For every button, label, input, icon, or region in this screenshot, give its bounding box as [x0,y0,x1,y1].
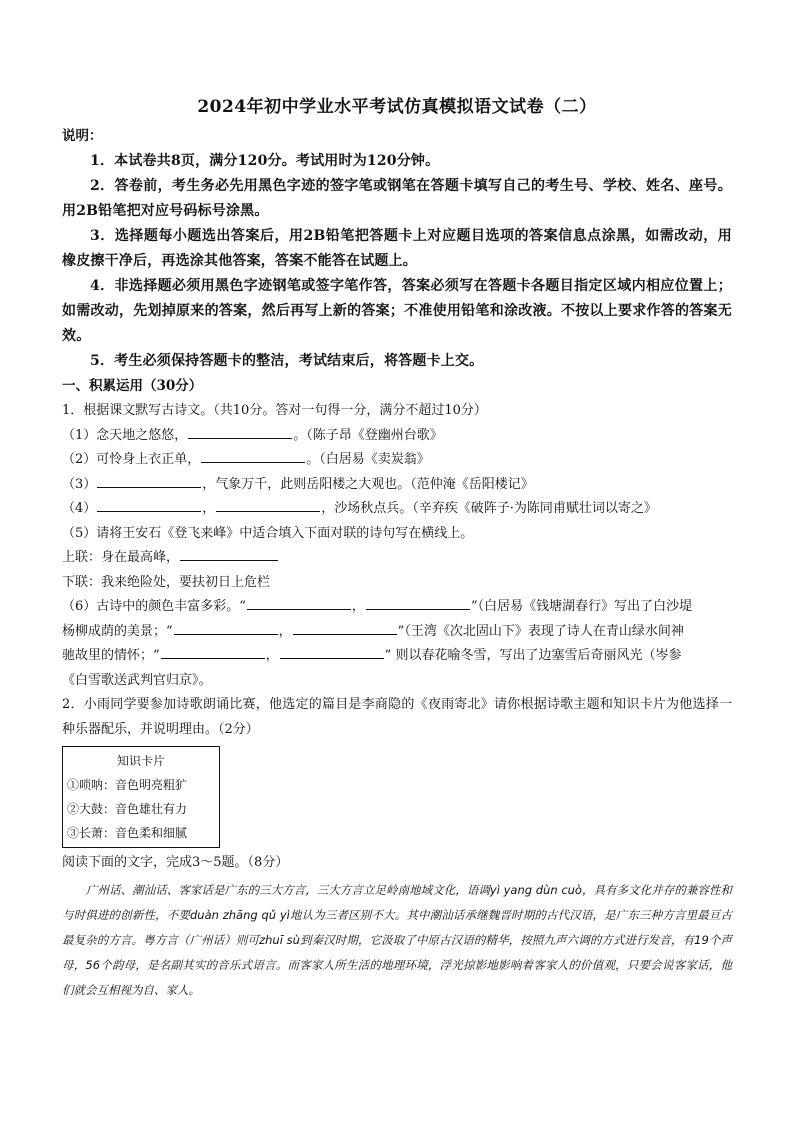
q1-p6-comma-c: ， [265,648,279,663]
q1-p1-text: （1）念天地之悠悠， [62,427,188,443]
q1-p6-text-a: （6）古诗中的颜色丰富多彩。“ [62,599,246,614]
knowledge-card-item: ②大鼓：音色雄壮有力 [67,802,188,816]
q1-p6-text-c: 杨柳成荫的美景；“ [62,623,173,639]
q1-p6-comma-a: ， [351,599,365,614]
couplet-lower: 下联：我来绝险处，要扶初日上危栏 [62,574,271,590]
answer-blank[interactable] [180,546,278,561]
q1-p2-text: （2）可怜身上衣正单， [62,452,201,467]
answer-blank[interactable] [201,448,305,463]
question-2-stem: 2．小雨同学要参加诗歌朗诵比赛，他选定的篇目是李商隐的《夜雨寄北》请你根据诗歌主题和知识卡片为他选择一种乐器配乐，并说明理由。（2分） [62,697,732,737]
section-heading: 一、积累运用（30分） [62,378,203,394]
question-1-part-1 [62,424,732,449]
note-item-1: 1．本试卷共8页，满分120分。考试用时为120分钟。 [90,153,440,169]
couplet-upper [62,546,732,571]
question-1-part-6-line-3 [62,644,732,669]
q1-p4-text: ，沙场秋点兵。（辛弃疾《破阵子·为陈同甫赋壮词以寄之》 [321,501,657,516]
note-item-3: 3．选择题每小题选出答案后，用2B铅笔把答题卡上对应题目选项的答案信息点涂黑，如需改动，用橡皮擦干净后，再选涂其他答案，答案不能答在试题上。 [62,228,732,269]
q1-p6-comma-b: ， [278,623,292,639]
answer-blank[interactable] [247,595,351,610]
question-1-part-2 [62,448,732,473]
q1-p6-text-d: ”（王湾《次北固山下》表现了诗人在青山绿水间神 [397,623,684,639]
question-1-stem: 1．根据课文默写古诗文。（共10分。答对一句得一分，满分不超过10分） [62,403,487,418]
knowledge-card [62,746,220,848]
question-1-part-6-line-4: 《白雪歌送武判官归京》。 [62,672,212,688]
question-1-part-6-line-1 [62,595,732,620]
answer-blank[interactable] [174,620,278,635]
reading-passage: 广州话、潮汕话、客家话是广东的三大方言，三大方言立足岭南地域文化，语调yì yang dùn cuò，具有多文化并存的兼容性和与时俱进的创新性，不要duàn zhāng qǔ yì地认为三者区别不大。其中潮汕话承继魏晋时期的古代汉语，是广东三种方言里最亘古最复杂的方言。粤方言（广州话）则可zhuī sù到秦汉时期，它汲取了中原古汉语的精华，按照九声六调的方式进行发音，有19个声母，56个韵母，是名副其实的音乐式语言。而客家人所生活的地理环境，浮光掠影地影响着客家人的价值观，只要会说客家话，他们就会互相视为自、家人。 [62,882,732,997]
reading-stem: 阅读下面的文字，完成3～5题。（8分） [62,855,289,870]
knowledge-card-item: ③长萧：音色柔和细腻 [67,826,188,840]
notes-heading: 说明： [62,128,103,144]
q1-p2-source: 。（白居易《卖炭翁》 [306,452,430,467]
note-item-4: 4．非选择题必须用黑色字迹钢笔或签字笔作答，答案必须写在答题卡各题目指定区域内相应位置上；如需改动，先划掉原来的答案，然后再写上新的答案；不准使用铅笔和涂改液。不按以上要求作答的答案无效。 [62,278,732,344]
q1-p4-comma: ， [202,501,216,516]
knowledge-card-item: ①唢呐：音色明亮粗犷 [67,778,188,792]
note-item-5: 5．考生必须保持答题卡的整洁，考试结束后，将答题卡上交。 [90,353,484,369]
question-1-part-6-line-2 [62,620,732,645]
question-1-part-5: （5）请将王安石《登飞来峰》中适合填入下面对联的诗句写在横线上。 [62,525,474,541]
question-1-part-3 [62,473,732,498]
answer-blank[interactable] [188,424,292,439]
exam-title: 2024年初中学业水平考试仿真模拟语文试卷（二） [197,97,597,117]
q1-p3-text: ，气象万千，此则岳阳楼之大观也。（范仲淹《岳阳楼记》 [202,476,534,492]
answer-blank[interactable] [216,497,320,512]
note-item-2: 2．答卷前，考生务必先用黑色字迹的签字笔或钢笔在答题卡填写自己的考生号、学校、姓名、座号。用2B铅笔把对应号码标号涂黑。 [62,178,732,219]
answer-blank[interactable] [97,473,201,488]
q1-p3-label: （3） [62,476,97,492]
answer-blank[interactable] [366,595,470,610]
answer-blank[interactable] [280,644,384,659]
couplet-upper-text: 上联：身在最高峰， [62,550,180,565]
q1-p1-source: 。（陈子昂《登幽州台歌》 [293,427,443,443]
answer-blank[interactable] [97,497,201,512]
q1-p4-label: （4） [62,501,97,516]
answer-blank[interactable] [293,620,397,635]
answer-blank[interactable] [161,644,265,659]
exam-page [62,96,732,1003]
knowledge-card-title: 知识卡片 [116,754,165,768]
question-1-part-4 [62,497,732,522]
q1-p6-text-f: ” 则以春花喻冬雪，写出了边塞雪后奇丽风光（岑参 [384,648,682,663]
q1-p6-text-b: ”（白居易《钱塘湖春行》写出了白沙堤 [470,599,693,614]
q1-p6-text-e: 驰故里的情怀；“ [62,648,160,663]
